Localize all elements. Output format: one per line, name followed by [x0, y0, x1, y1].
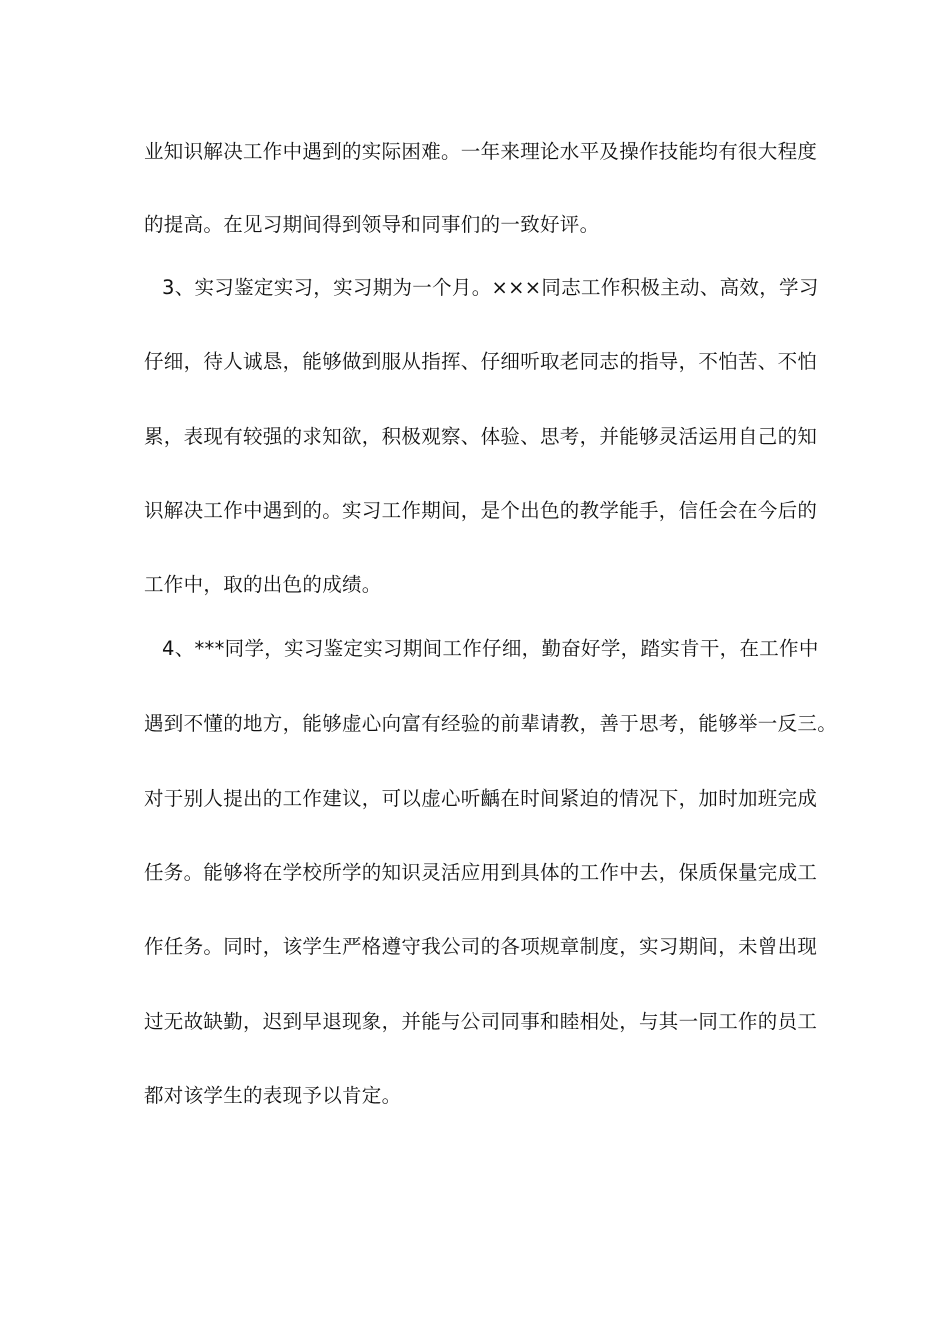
text-line: 累，表现有较强的求知欲，积极观察、体验、思考，并能够灵活运用自己的知: [144, 425, 818, 448]
text-line: 作任务。同时，该学生严格遵守我公司的各项规章制度，实习期间，未曾出现: [144, 935, 818, 958]
text-line: 对于别人提出的工作建议，可以虚心听齲在时间紧迫的情况下，加时加班完成: [144, 787, 818, 810]
text-line: 工作中，取的出色的成绩。: [144, 573, 382, 596]
text-line: 的提高。在见习期间得到领导和同事们的一致好评。: [144, 213, 600, 236]
paragraph-4-first-line: 4、***同学，实习鉴定实习期间工作仔细，勤奋好学，踏实肯干，在工作中: [162, 637, 819, 660]
text-line: 遇到不懂的地方，能够虚心向富有经验的前辈请教，善于思考，能够举一反三。: [144, 712, 838, 735]
text-line: 过无故缺勤，迟到早退现象，并能与公司同事和睦相处，与其一同工作的员工: [144, 1010, 818, 1033]
text-line: 仔细，待人诚恳，能够做到服从指挥、仔细听取老同志的指导，不怕苦、不怕: [144, 350, 818, 373]
text-line: 任务。能够将在学校所学的知识灵活应用到具体的工作中去，保质保量完成工: [144, 861, 818, 884]
text-line: 都对该学生的表现予以肯定。: [144, 1084, 402, 1107]
text-line: 识解决工作中遇到的。实习工作期间，是个出色的教学能手，信任会在今后的: [144, 499, 818, 522]
text-line: 业知识解决工作中遇到的实际困难。一年来理论水平及操作技能均有很大程度: [144, 140, 818, 163]
paragraph-3-first-line: 3、实习鉴定实习，实习期为一个月。×××同志工作积极主动、高效，学习: [162, 276, 819, 299]
